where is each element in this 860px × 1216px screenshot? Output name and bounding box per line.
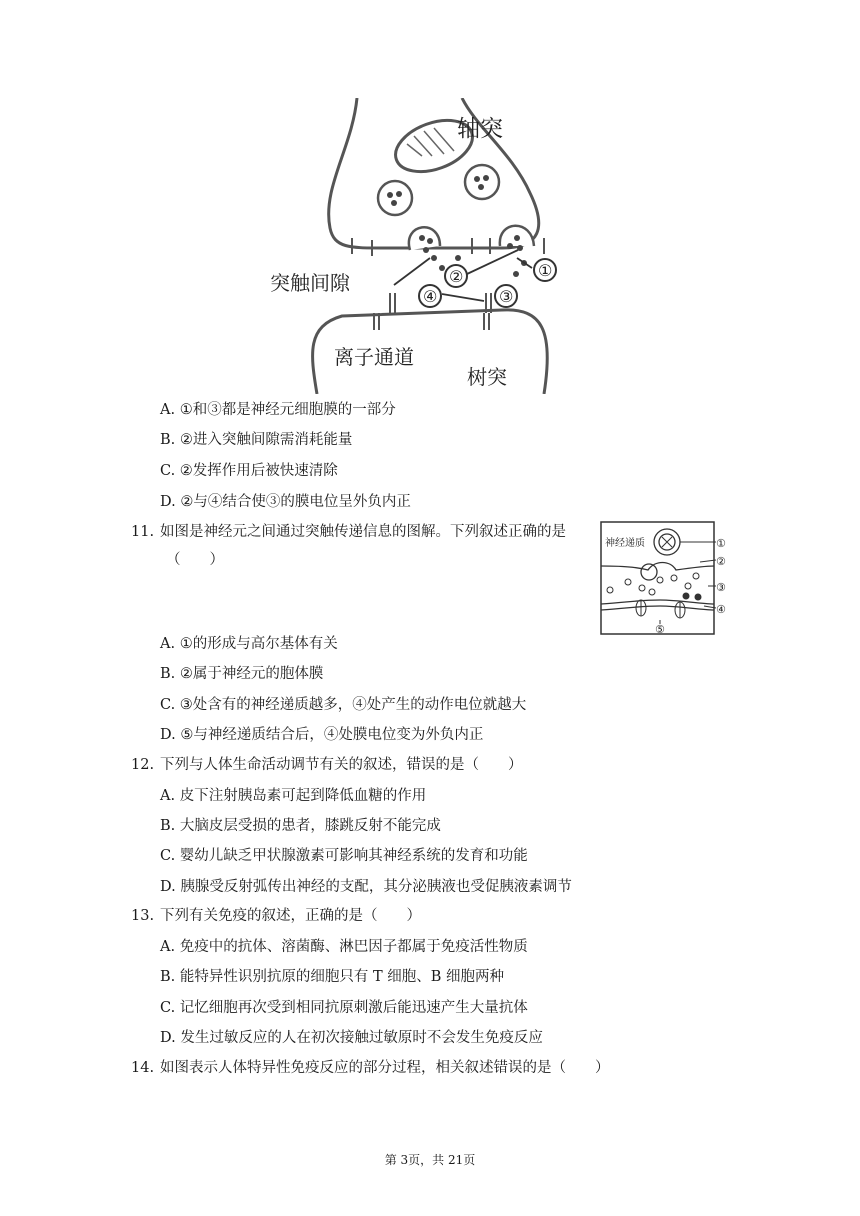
q10-option-c: C. ②发挥作用后被快速清除 — [160, 463, 338, 479]
q11-stem: 如图是神经元之间通过突触传递信息的图解。下列叙述正确的是 — [160, 524, 566, 540]
q10-option-b: B. ②进入突触间隙需消耗能量 — [160, 432, 353, 448]
q10-option-a: A. ①和③都是神经元细胞膜的一部分 — [160, 402, 396, 418]
q11-option-d: D. ⑤与神经递质结合后，④处膜电位变为外负内正 — [160, 727, 484, 743]
q12-stem: 下列与人体生命活动调节有关的叙述，错误的是（ ） — [160, 757, 523, 773]
fig2-neurotransmitter-label: 神经递质 — [605, 538, 645, 549]
q13-number: 13. — [131, 908, 155, 924]
fig1-channel-label: 离子通道 — [334, 345, 414, 369]
fig1-marker-2: ② — [449, 267, 464, 286]
q11-paren: （ ） — [166, 552, 224, 568]
q11-option-a: A. ①的形成与高尔基体有关 — [160, 636, 338, 652]
fig1-dendrite-label: 树突 — [467, 365, 507, 389]
q12-option-c: C. 婴幼儿缺乏甲状腺激素可影响其神经系统的发育和功能 — [160, 848, 528, 864]
fig1-marker-3: ③ — [499, 287, 514, 306]
fig1-marker-1: ① — [538, 261, 553, 280]
fig1-marker-4: ④ — [423, 287, 438, 306]
fig1-cleft-label: 突触间隙 — [270, 271, 350, 295]
fig2-marker-3: ③ — [716, 581, 726, 594]
q10-option-d: D. ②与④结合使③的膜电位呈外负内正 — [160, 494, 411, 510]
q12-number: 12. — [131, 757, 155, 773]
q11-number: 11. — [131, 524, 155, 540]
fig1-axon-label: 轴突 — [457, 116, 503, 142]
q12-option-a: A. 皮下注射胰岛素可起到降低血糖的作用 — [160, 788, 427, 804]
q13-stem: 下列有关免疫的叙述，正确的是（ ） — [160, 908, 421, 924]
fig2-marker-2: ② — [716, 555, 726, 568]
fig2-marker-4: ④ — [716, 603, 726, 616]
q11-option-b: B. ②属于神经元的胞体膜 — [160, 666, 324, 682]
q12-option-b: B. 大脑皮层受损的患者，膝跳反射不能完成 — [160, 818, 441, 834]
q13-option-b: B. 能特异性识别抗原的细胞只有 T 细胞、B 细胞两种 — [160, 969, 505, 985]
q13-option-a: A. 免疫中的抗体、溶菌酶、淋巴因子都属于免疫活性物质 — [160, 939, 528, 955]
synapse-figure — [262, 98, 562, 394]
q13-option-d: D. 发生过敏反应的人在初次接触过敏原时不会发生免疫反应 — [160, 1030, 543, 1046]
fig2-marker-1: ① — [716, 537, 726, 550]
q12-option-d: D. 胰腺受反射弧传出神经的支配，其分泌胰液也受促胰液素调节 — [160, 879, 572, 895]
q14-number: 14. — [131, 1060, 155, 1076]
page-footer: 第 3页，共 21页 — [384, 1153, 476, 1167]
q11-option-c: C. ③处含有的神经递质越多，④处产生的动作电位就越大 — [160, 697, 527, 713]
q13-option-c: C. 记忆细胞再次受到相同抗原刺激后能迅速产生大量抗体 — [160, 1000, 528, 1016]
fig2-marker-5: ⑤ — [655, 623, 665, 636]
q14-stem: 如图表示人体特异性免疫反应的部分过程，相关叙述错误的是（ ） — [160, 1060, 610, 1076]
synapse-small-figure — [600, 520, 730, 638]
